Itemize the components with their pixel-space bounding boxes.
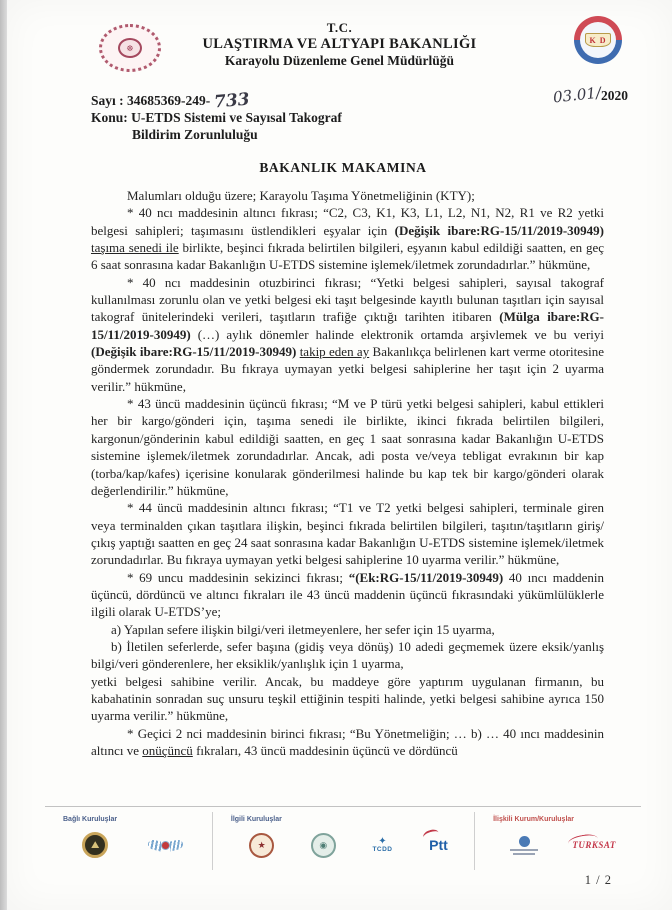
text-segment: 40 ıncı maddenin üçüncü, dördüncü ve altıncı fıkraları ile 43 üncü maddenin üçüncü fıkrasındaki yükümlülüklerle ilgili olarak U-ETDS’ye; [91, 569, 605, 620]
text-segment: * 40 ncı maddesinin otuzbirinci fıkrası; “Yetki belgesi sahipleri, sayısal takograf kullanılması zorunlu olan ve yetki belgesi eki taşıt belgesinde kayıtlı bulunan taşıtları için sayısal takograf ünitelerindeki verileri, taşıtların trafiğe çıktığı tarihten itibaren [91, 274, 604, 325]
konu-block [91, 109, 342, 143]
text-segment: fıkraları, 43 üncü maddesinin üçüncü ve dördüncü [192, 743, 458, 758]
wing-center-roundel [161, 841, 170, 850]
paragraph-madde40-31 [91, 274, 604, 395]
globe-icon [519, 836, 530, 847]
footer-group-logos [231, 828, 466, 862]
text-segment: yetki belgesi sahibine verilir. Ancak, bu maddeye göre yaptırım uygulanan firmanın, bu kabahatinin sonradan suç unsuru teşkil ettiğinin tespiti halinde, yetki belgesi sahibine ayrıca 150 uyarma verilir.” hükmüne, [91, 673, 604, 724]
text-segment: * 40 ncı maddesinin altıncı fıkrası; “C2, C3, K1, K3, L1, L2, N1, N2, R1 ve R2 yetki belgesi sahipleri; taşımasını üstlendikleri eşyalar için [91, 205, 604, 238]
text-segment: birlikte, beşinci fıkrada belirtilen bilgileri, eşyanın kabul edildiği saatten, en geç 6 saat sonrasına kadar Bakanlığın U-ETDS sistemine işlemek/iletmek zorundadırlar.” hükmüne, [91, 240, 604, 273]
kgm-logo-icon: ⛰ [82, 832, 108, 858]
footer-logo-strip [45, 812, 641, 870]
paragraph-item-a [91, 621, 604, 638]
text-segment: takip eden ay [299, 344, 370, 360]
letter-body [91, 187, 604, 759]
salutation-heading: BAKANLIK MAKAMINA [259, 160, 427, 175]
footer-group-ilgili-kuruluslar [212, 812, 474, 870]
text-segment: b) İletilen seferlerde, sefer başına (gidiş veya dönüş) 10 adedi geçmemek üzere eksik/yanlış bilgi/veri gönderenlere, her eksiklik/yanlışlık için 1 uyarma, [91, 638, 604, 672]
ministry-emblem-core-icon: ☸ [118, 38, 142, 58]
text-segment: * 44 üncü maddesinin altıncı fıkrası; “T1 ve T2 yetki belgesi sahipleri, terminale giren veya terminalden çıkan taşıtlara ilişkin, beşinci fıkrada belirtilen bilgileri, taşıtın/taşıtların giriş/çıkış yaptığı saatten en geç 24 saat sonrasına kadar Bakanlığın U-ETDS sistemine işlemek/iletmek zorundadırlar. Bu fıkraya uymayan yetki belgesi sahiplerine 10 uyarma verilir.” hükmüne, [91, 500, 604, 568]
document-sheet [7, 0, 672, 910]
letterhead-ministry: ULAŞTIRMA VE ALTYAPI BAKANLIĞI [202, 36, 477, 52]
footer-group-label: Bağlı Kuruluşlar [63, 816, 118, 823]
footer-group-label: İlişkili Kurum/Kuruluşlar [493, 816, 575, 823]
paragraph-gecici2 [91, 725, 604, 760]
kd-directorate-logo-icon [574, 16, 622, 64]
sayi-printed: Sayı : 34685369-249- [91, 93, 211, 108]
emblem-text-line [510, 849, 538, 851]
tcdd-logo-icon [372, 835, 393, 853]
text-segment: (Değişik ibare:RG-15/11/2019-30949) [394, 222, 604, 238]
letterhead-directorate: Karayolu Düzenleme Genel Müdürlüğü [224, 53, 455, 68]
letterhead-tc: T.C. [326, 20, 353, 35]
institution-emblem-icon [510, 836, 538, 855]
text-segment: (…) aylık dönemler halinde elektronik ortamda arşivlemek ve bu veriyi [190, 326, 604, 342]
text-segment: a) Yapılan sefere ilişkin bilgi/veri iletmeyenlere, her sefer için 15 uyarma, [111, 621, 495, 637]
ptt-logo-icon [429, 837, 448, 853]
sayi-handwritten-number: 733 [213, 89, 251, 113]
date-printed-year: 2020 [601, 88, 628, 103]
date-handwritten: 03.01/ [552, 83, 602, 107]
text-segment: * Geçici 2 nci maddesinin birinci fıkrası; “Bu Yönetmeliğin; … b) … 40 ıncı maddesinin altıncı ve [91, 725, 604, 758]
text-segment: “(Ek:RG-15/11/2019-30949) [348, 569, 504, 585]
tcdd-wordmark: TCDD [372, 845, 393, 853]
tcdd-wings: ✦ [378, 835, 387, 847]
text-segment: Malumları olduğu üzere; Karayolu Taşıma Yönetmeliğinin (KTY); [127, 188, 475, 203]
text-segment: taşıma senedi ile [91, 240, 179, 256]
footer-group-label: İlgili Kuruluşlar [230, 816, 282, 823]
text-segment: * 69 uncu maddesinin sekizinci fıkrası; [127, 569, 349, 585]
text-segment: * 43 üncü maddesinin üçüncü fıkrası; “M ve P türü yetki belgesi sahipleri, kabul ettikleri her bir kargo/gönderi için, taşıma senedi ile birlikte, ikinci fıkrada belirtilen bilgileri, kargonun/gönderinin kabul edildiği saatten, en geç 1 saat sonrasına kadar Bakanlığın U-ETDS sistemine işlemek/iletmek zorundadırlar. Ancak, adi posta ve/veya tebligat evrakının bir kap (torba/kap/kafes) içerisine konularak gönderilmesi halinde bu kap tek bir kargo/gönderi olarak değerlendirilir.” hükmüne, [91, 396, 604, 498]
page-number: 1 / 2 [584, 873, 612, 887]
footer-group-iliskili-kurumlar [474, 812, 641, 870]
text-segment: (Değişik ibare:RG-15/11/2019-30949) [91, 344, 297, 360]
scan-edge-shadow [0, 0, 7, 910]
text-segment: (Mülga ibare:RG-15/11/2019-30949) [91, 309, 605, 342]
paragraph-madde44-6 [91, 499, 604, 568]
footer-group-bagli-kuruluslar [45, 812, 212, 870]
wing-right [170, 838, 183, 851]
emblem-text-line [513, 853, 535, 855]
winged-aviation-logo-icon [147, 835, 185, 855]
kd-logo-inner [580, 22, 616, 58]
konu-line1: Konu: U-ETDS Sistemi ve Sayısal Takograf [91, 110, 342, 125]
ptt-wordmark: Ptt [429, 837, 448, 853]
paragraph-madde69-8 [91, 569, 604, 621]
letterhead [203, 20, 477, 69]
paragraph-intro [91, 187, 604, 204]
footer-group-logos [493, 828, 633, 862]
text-segment: onüçüncü [142, 743, 193, 758]
paragraph-item-b [91, 638, 604, 673]
kd-book-icon: K D [585, 33, 611, 47]
ministry-emblem-icon [99, 24, 161, 72]
turksat-wordmark: TURKSAT [572, 840, 616, 850]
round-seal-logo-icon: ★ [249, 833, 274, 858]
paragraph-madde43-3 [91, 395, 604, 499]
paragraph-madde40-6 [91, 204, 604, 273]
oval-seal-logo-icon: ◉ [311, 833, 336, 858]
turksat-logo-icon [572, 840, 616, 850]
wing-left [148, 838, 161, 851]
sayi-line [91, 89, 251, 113]
konu-line2: Bildirim Zorunluluğu [132, 127, 258, 142]
footer-divider [45, 806, 641, 807]
paragraph-continuation [91, 673, 604, 725]
text-segment: Bakanlıkça belirlenen kart verme otoritesine göndermek zorundadır. Bu fıkraya uymayan yetki belgesi sahiplerine her taşıt için 2 uyarma verilir.” hükmüne, [91, 344, 604, 394]
footer-group-logos [63, 828, 204, 862]
date-line [552, 83, 628, 107]
